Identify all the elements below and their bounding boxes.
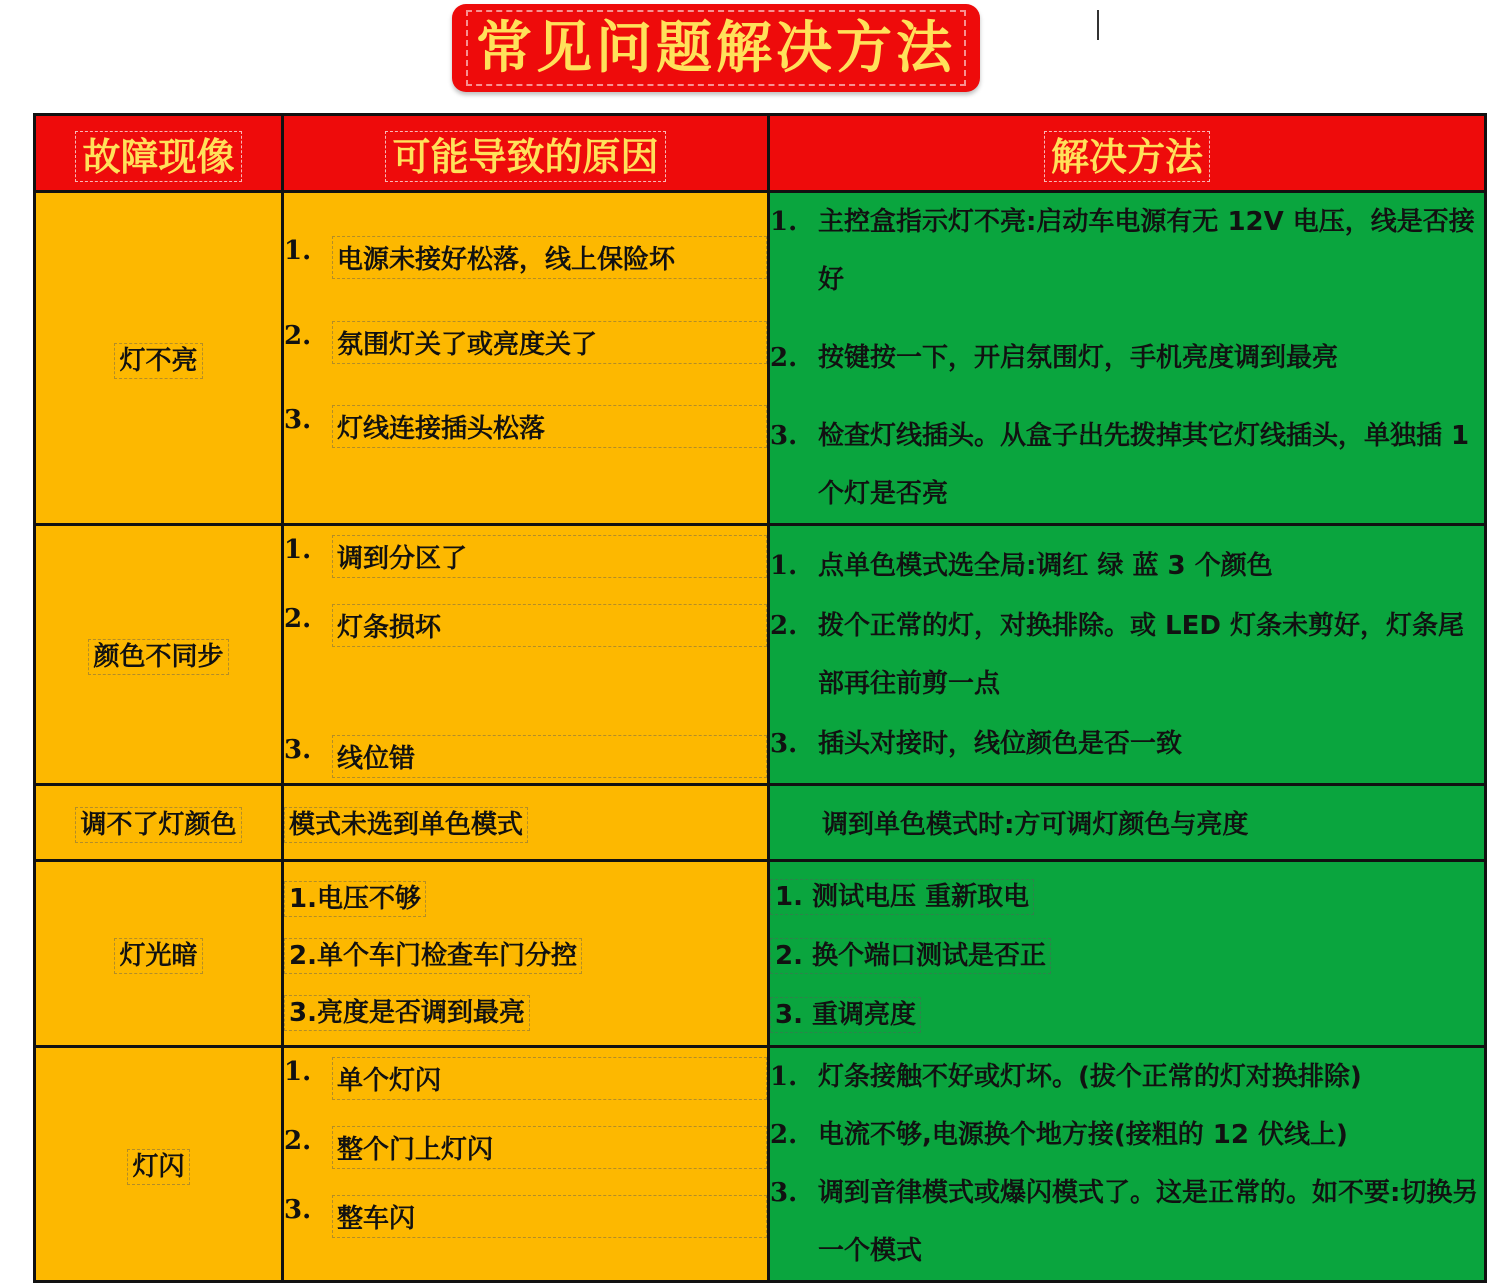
cause-cell <box>283 1047 769 1282</box>
table-row <box>35 1047 1486 1282</box>
table-row <box>35 192 1486 525</box>
symptom-cell: 灯不亮 <box>35 192 283 525</box>
cause-cell: 模式未选到单色模式 <box>283 785 769 861</box>
header-symptom: 故障现像 <box>35 115 283 192</box>
cause-cell <box>283 861 769 1047</box>
solution-cell <box>769 192 1486 525</box>
header-cause: 可能导致的原因 <box>283 115 769 192</box>
symptom-cell: 灯光暗 <box>35 861 283 1047</box>
list-item: 3. 检查灯线插头。从盒子出先拨掉其它灯线插头，单独插 1 个灯是否亮 <box>770 421 1470 509</box>
solution-cell <box>769 861 1486 1047</box>
header-solution: 解决方法 <box>769 115 1486 192</box>
list-item: 1. 单个灯闪 <box>284 1057 767 1100</box>
list-item: 1. 灯条接触不好或灯坏。(拔个正常的灯对换排除) <box>770 1062 1362 1092</box>
solution-cell <box>769 525 1486 785</box>
list-item: 1. 调到分区了 <box>284 535 767 578</box>
list-item: 3. 灯线连接插头松落 <box>284 405 767 448</box>
title-banner <box>452 4 980 92</box>
cause-cell <box>283 525 769 785</box>
cause-cell <box>283 192 769 525</box>
list-item: 3. 插头对接时，线位颜色是否一致 <box>770 728 1183 759</box>
list-item: 3. 重调亮度 <box>770 994 1484 1031</box>
solution-cell: 调到单色模式时:方可调灯颜色与亮度 <box>769 785 1486 861</box>
list-item: 2. 电流不够,电源换个地方接(接粗的 12 伏线上) <box>770 1120 1348 1150</box>
text-cursor <box>1097 10 1099 40</box>
table-row <box>35 785 1486 861</box>
list-item: 3.亮度是否调到最亮 <box>284 992 767 1029</box>
solution-cell <box>769 1047 1486 1282</box>
header-row <box>35 115 1486 192</box>
list-item: 2.单个车门检查车门分控 <box>284 935 767 972</box>
table-row <box>35 861 1486 1047</box>
list-item: 2. 按键按一下，开启氛围灯，手机亮度调到最亮 <box>770 343 1339 373</box>
list-item: 3. 线位错 <box>284 735 767 778</box>
list-item: 1. 测试电压 重新取电 <box>770 876 1484 913</box>
list-item: 3. 整车闪 <box>284 1195 767 1238</box>
symptom-cell: 颜色不同步 <box>35 525 283 785</box>
list-item: 1. 主控盒指示灯不亮:启动车电源有无 12V 电压，线是否接好 <box>770 207 1475 295</box>
symptom-cell: 调不了灯颜色 <box>35 785 283 861</box>
list-item: 2. 灯条损坏 <box>284 604 767 647</box>
list-item: 2. 整个门上灯闪 <box>284 1126 767 1169</box>
list-item: 3. 调到音律模式或爆闪模式了。这是正常的。如不要:切换另一个模式 <box>770 1178 1479 1266</box>
list-item: 1.电压不够 <box>284 878 767 915</box>
list-item: 2. 换个端口测试是否正 <box>770 935 1484 972</box>
symptom-cell: 灯闪 <box>35 1047 283 1282</box>
list-item: 1. 电源未接好松落，线上保险坏 <box>284 236 767 279</box>
list-item: 1. 点单色模式选全局:调红 绿 蓝 3 个颜色 <box>770 550 1273 581</box>
page-title: 常见问题解决方法 <box>466 10 966 86</box>
list-item: 2. 氛围灯关了或亮度关了 <box>284 321 767 364</box>
troubleshooting-table <box>33 113 1487 1283</box>
list-item: 2. 拨个正常的灯，对换排除。或 LED 灯条未剪好，灯条尾部再往前剪一点 <box>770 610 1465 699</box>
table-row <box>35 525 1486 785</box>
